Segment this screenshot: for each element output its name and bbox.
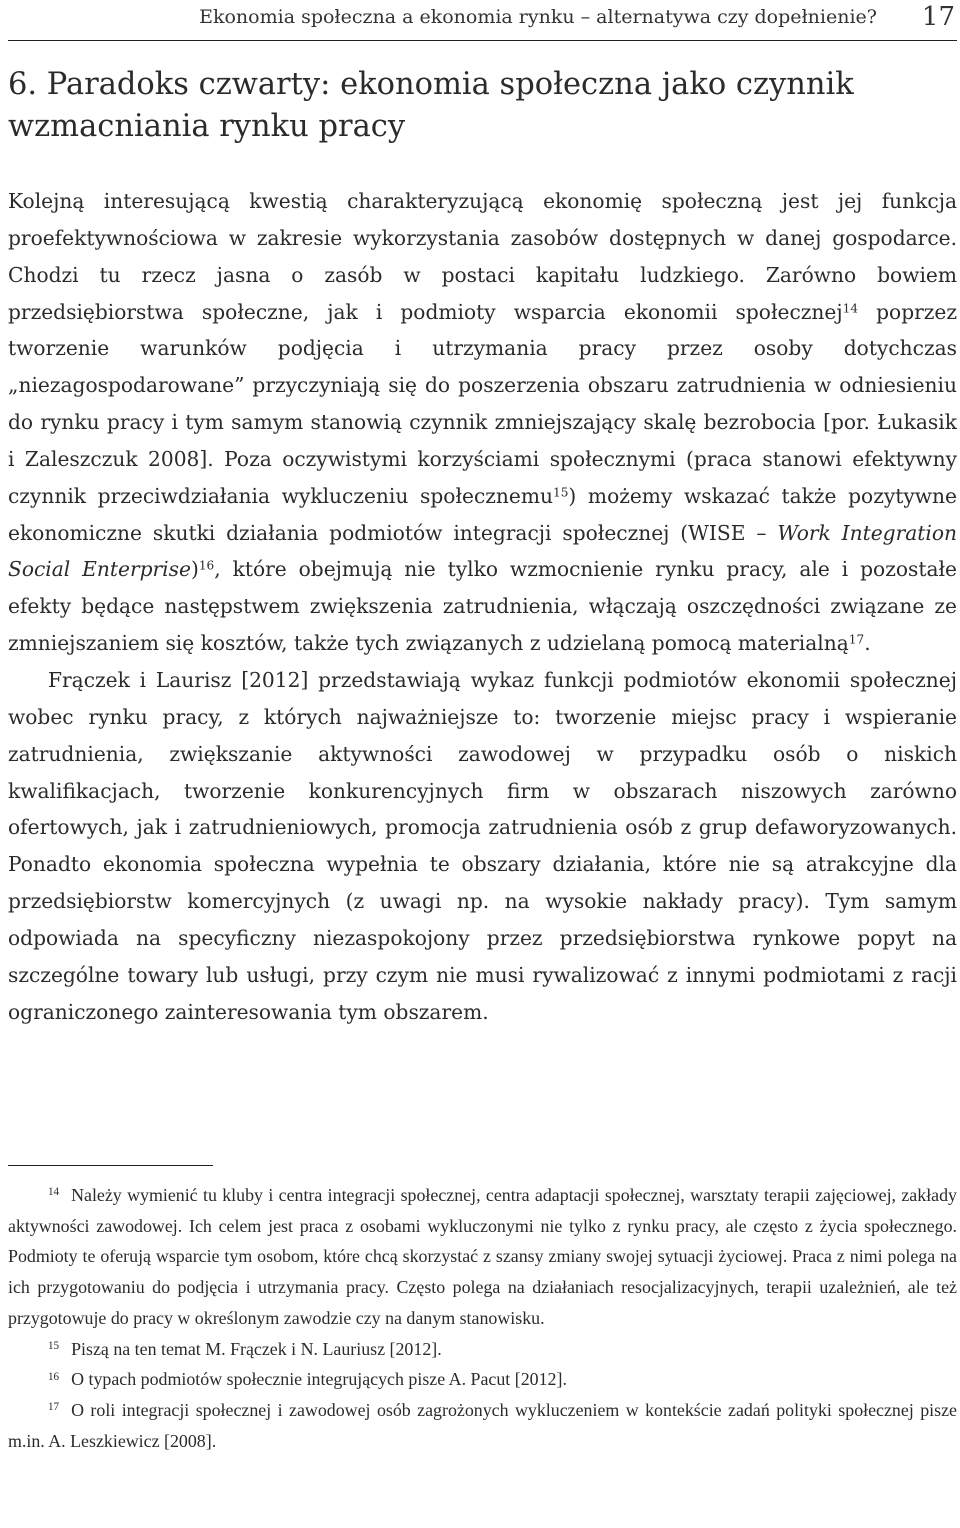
footnotes: [8, 1180, 957, 1456]
p1-part-a: Kolejną interesującą kwestią charakteryzującą ekonomię społeczną jest jej funkcja proefektywnościowa w zakresie wykorzystania zasobów dostępnych w danej gospodarce. Chodzi tu rzecz jasna o zasób w postaci kapitału ludzkiego. Zarówno bowiem przedsiębiorstwa społeczne, jak i podmioty wsparcia ekonomii społecznej: [8, 189, 957, 324]
paragraph-1: [8, 183, 957, 662]
page-number: 17: [921, 2, 955, 32]
footnote-number: 16: [48, 1370, 60, 1383]
footnote-ref-14: 14: [842, 300, 859, 315]
p1-italic-term: Work Integration Social Enterprise: [8, 520, 958, 582]
running-header: [8, 0, 957, 41]
footnote-ref-16: 16: [198, 558, 215, 573]
footnote-ref-17: 17: [848, 632, 865, 647]
footnote-separator: [8, 1165, 213, 1166]
p1-part-f: .: [864, 631, 871, 656]
p1-part-d: ): [190, 557, 199, 582]
p1-part-e: , które obejmują nie tylko wzmocnienie rynku pracy, ale i pozostałe efekty będące następstwem zwiększenia zatrudnienia, włączają oszczędności związane ze zmniejszaniem się kosztów, także tych związanych z udzielaną pomocą materialną: [8, 557, 957, 656]
paragraph-2: Frączek i Laurisz [2012] przedstawiają wykaz funkcji podmiotów ekonomii społecznej wobec rynku pracy, z których najważniejsze to: tworzenie miejsc pracy i wspieranie zatrudnienia, zwiększanie aktywności zawodowej w przypadku osób o niskich kwalifikacjach, tworzenie konkurencyjnych firm w obszarach niszowych zarówno ofertowych, jak i zatrudnieniowych, promocja zatrudnienia osób z grup defaworyzowanych. Ponadto ekonomia społeczna wypełnia te obszary działania, które nie są atrakcyjne dla przedsiębiorstw komercyjnych (z uwagi np. na wysokie nakłady pracy). Tym samym odpowiada na specyficzny niezaspokojony przez przedsiębiorstwa rynkowe popyt na szczególne towary lub usługi, przy czym nie musi rywalizować z innymi podmiotami z racji ograniczonego zainteresowania tym obszarem.: [8, 667, 957, 1024]
footnote-ref-15: 15: [552, 485, 569, 500]
footnote-15: [8, 1334, 957, 1365]
body-text: [8, 183, 957, 1030]
document-page: [8, 0, 957, 1528]
footnote-text: O roli integracji społecznej i zawodowej osób zagrożonych wykluczeniem w kontekście zadań polityki społecznej pisze m.in. A. Leszkiewicz [2008].: [8, 1399, 957, 1451]
p1-part-b: poprzez tworzenie warunków podjęcia i utrzymania pracy przez osoby dotychczas „niezagospodarowane” przyczyniają się do poszerzenia obszaru zatrudnienia w odniesieniu do rynku pracy i tym samym stanowią czynnik zmniejszający skalę bezrobocia [por. Łukasik i Zaleszczuk 2008]. Poza oczywistymi korzyściami społecznymi (praca stanowi efektywny czynnik przeciwdziałania wykluczeniu społecznemu: [8, 299, 957, 508]
section-title: 6. Paradoks czwarty: ekonomia społeczna jako czynnik wzmacniania rynku pracy: [8, 67, 854, 144]
footnote-number: 14: [48, 1186, 60, 1199]
p1-part-c: ) możemy wskazać także pozytywne ekonomiczne skutki działania podmiotów integracji społecznej (WISE –: [8, 483, 957, 545]
running-title: Ekonomia społeczna a ekonomia rynku – alternatywa czy dopełnienie?: [199, 6, 877, 28]
footnote-text: O typach podmiotów społecznie integrujących pisze A. Pacut [2012].: [71, 1369, 567, 1390]
footnote-text: Należy wymienić tu kluby i centra integracji społecznej, centra adaptacji społecznej, warsztaty terapii zajęciowej, zakłady aktywności zawodowej. Ich celem jest praca z osobami wykluczonymi nie tylko z rynku pracy, ale często z życia społecznego. Podmioty te oferują wsparcie tym osobom, które chcą skorzystać z szansy zmiany swojej sytuacji życiowej. Praca z nimi polega na ich przygotowaniu do podjęcia i utrzymania pracy. Często polega na działaniach resocjalizacyjnych, terapii uzależnień, ale też przygotowuje do pracy w określonym zawodzie czy na danym stanowisku.: [8, 1185, 957, 1328]
footnote-14: [8, 1180, 957, 1334]
footnote-number: 17: [48, 1401, 60, 1414]
footnote-text: Piszą na ten temat M. Frączek i N. Lauriusz [2012].: [71, 1338, 442, 1359]
footnote-16: [8, 1364, 957, 1395]
footnote-17: [8, 1395, 957, 1456]
footnote-number: 15: [48, 1339, 60, 1352]
